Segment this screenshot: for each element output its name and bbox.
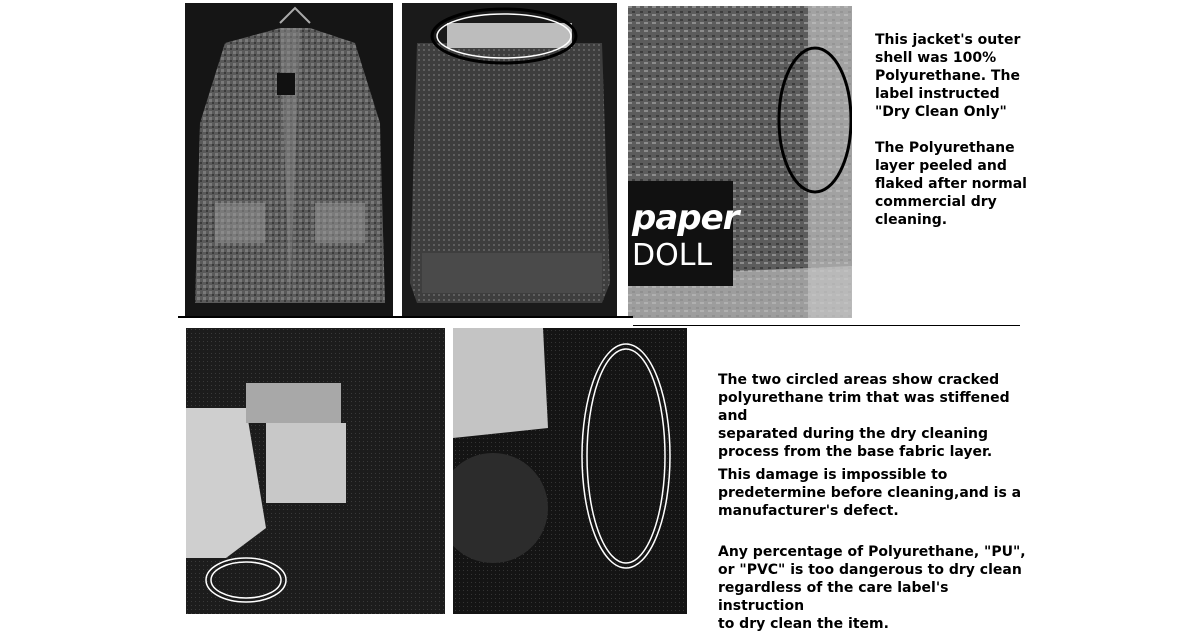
caption-bottom-1: The two circled areas show cracked polyurethane trim that was stiffened and separated during the dry cleaning process from the base fabric layer.: [718, 372, 1010, 460]
photo-cracked-trim: [453, 328, 687, 614]
cracked-trim-drawing: [453, 328, 687, 614]
photo-jacket-back: [402, 3, 617, 316]
caption-top: This jacket's outer shell was 100% Polyurethane. The label instructed "Dry Clean Only" The Polyurethane layer peeled and flaked after normal commercial dry cleaning.: [875, 32, 1027, 228]
label-brand-line1: paper: [632, 198, 739, 238]
trim-closeup-drawing: [186, 328, 445, 614]
photo-jacket-front: [185, 3, 393, 316]
jacket-front-drawing: [185, 3, 393, 316]
caption-bottom-2: This damage is impossible to predetermine before cleaning,and is a manufacturer's defect.: [718, 467, 1022, 519]
divider-right: [633, 325, 1020, 326]
label-brand-line2: DOLL: [632, 238, 713, 273]
jacket-back-drawing: [402, 3, 617, 316]
photo-trim-closeup: [186, 328, 445, 614]
divider-left: [178, 316, 633, 318]
caption-bottom-3: Any percentage of Polyurethane, "PU", or "PVC" is too dangerous to dry clean regardless of the care label's instruction to dry clean the item.: [718, 544, 1026, 632]
photo-label-closeup: [628, 6, 852, 318]
